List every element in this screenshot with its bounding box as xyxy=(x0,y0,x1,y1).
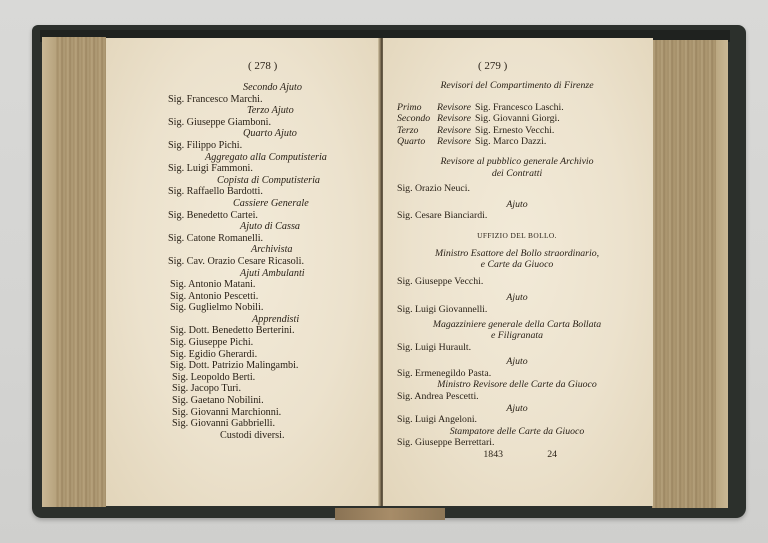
spine-bottom xyxy=(335,508,445,520)
revisore-row: Primo Revisore Sig. Francesco Laschi. xyxy=(397,101,564,113)
heading: e Carte da Giuoco xyxy=(480,259,554,271)
name-line: Sig. Benedetto Cartei. xyxy=(168,209,258,221)
heading: Ajuto xyxy=(506,356,528,368)
name-line: Sig. Egidio Gherardi. xyxy=(170,348,258,360)
right-page xyxy=(383,38,653,506)
left-page-text xyxy=(168,82,368,441)
page-footer xyxy=(397,449,637,461)
name-line: Sig. Francesco Marchi. xyxy=(168,93,263,105)
revisore-row: Terzo Revisore Sig. Ernesto Vecchi. xyxy=(397,124,555,136)
footer-year: 1843 xyxy=(483,449,503,461)
page-number-279: ( 279 ) xyxy=(478,60,508,72)
revisore-row: Secondo Revisore Sig. Giovanni Giorgi. xyxy=(397,113,560,125)
left-page xyxy=(106,38,381,506)
name-line: Sig. Leopoldo Berti. xyxy=(172,371,256,383)
name-line: Sig. Dott. Benedetto Berterini. xyxy=(170,325,295,337)
name-line: Sig. Giovanni Marchionni. xyxy=(172,406,282,418)
heading-plain: Custodi diversi. xyxy=(220,429,285,441)
name-line: Sig. Guglielmo Nobili. xyxy=(170,302,264,314)
name-line: Sig. Luigi Angeloni. xyxy=(397,414,478,426)
name-line: Sig. Dott. Patrizio Malingambi. xyxy=(170,360,299,372)
name-line: Sig. Antonio Pescetti. xyxy=(170,290,259,302)
name-line: Sig. Orazio Neuci. xyxy=(397,183,470,195)
name-line: Sig. Cav. Orazio Cesare Ricasoli. xyxy=(168,255,304,267)
heading: Ajuto di Cassa xyxy=(240,221,301,233)
name-line: Sig. Cesare Bianciardi. xyxy=(397,210,488,222)
heading: Archivista xyxy=(251,244,293,256)
name-line: Sig. Catone Romanelli. xyxy=(168,232,264,244)
name-line: Sig. Giuseppe Pichi. xyxy=(170,337,254,349)
name-line: Sig. Luigi Giovannelli. xyxy=(397,303,488,315)
name-line: Sig. Antonio Matani. xyxy=(170,279,256,291)
name-line: Sig. Giuseppe Giamboni. xyxy=(168,116,271,128)
heading: Ajuto xyxy=(506,198,528,210)
name-line: Sig. Ermenegildo Pasta. xyxy=(397,367,492,379)
heading: Aggregato alla Computisteria xyxy=(205,151,327,163)
heading: dei Contratti xyxy=(491,167,543,179)
heading: Apprendisti xyxy=(252,313,300,325)
heading: Quarto Ajuto xyxy=(243,128,297,140)
heading: Cassiere Generale xyxy=(233,197,309,209)
heading: e Filigranata xyxy=(491,330,543,342)
heading: Terzo Ajuto xyxy=(247,105,294,117)
heading: Ajuto xyxy=(506,292,528,304)
left-page-edges-outer xyxy=(42,37,56,507)
name-line: Sig. Raffaello Bardotti. xyxy=(168,186,263,198)
name-line: Sig. Gaetano Nobilini. xyxy=(172,395,264,407)
heading: Ministro Revisore delle Carte da Giuoco xyxy=(437,379,597,391)
heading: Revisore al pubblico generale Archivio xyxy=(440,155,594,167)
heading: Ajuto xyxy=(506,402,528,414)
right-page-edges xyxy=(652,40,726,508)
name-line: Sig. Andrea Pescetti. xyxy=(397,391,479,403)
heading: Ministro Esattore del Bollo straordinario, xyxy=(434,247,600,259)
name-line: Sig. Luigi Hurault. xyxy=(397,341,472,353)
name-line: Sig. Luigi Fammoni. xyxy=(168,163,253,175)
name-line: Sig. Filippo Pichi. xyxy=(168,139,243,151)
page-number-278: ( 278 ) xyxy=(248,60,278,72)
office-title: UFFIZIO DEL BOLLO. xyxy=(477,230,557,240)
revisore-row: Quarto Revisore Sig. Marco Dazzi. xyxy=(397,136,547,148)
heading: Ajuti Ambulanti xyxy=(240,267,305,279)
heading: Copista di Computisteria xyxy=(217,174,321,186)
section-title: Revisori del Compartimento di Firenze xyxy=(440,80,594,91)
heading: Secondo Ajuto xyxy=(243,82,302,93)
name-line: Sig. Giuseppe Vecchi. xyxy=(397,275,484,287)
right-page-edges-outer xyxy=(716,40,728,508)
heading: Stampatore delle Carte da Giuoco xyxy=(449,425,585,437)
footer-signature: 24 xyxy=(547,449,557,461)
name-line: Sig. Giovanni Gabbrielli. xyxy=(172,418,275,430)
name-line: Sig. Giuseppe Berrettari. xyxy=(397,437,495,449)
right-page-text xyxy=(397,80,637,461)
heading: Magazziniere generale della Carta Bollata xyxy=(432,318,602,330)
name-line: Sig. Jacopo Turi. xyxy=(172,383,242,395)
